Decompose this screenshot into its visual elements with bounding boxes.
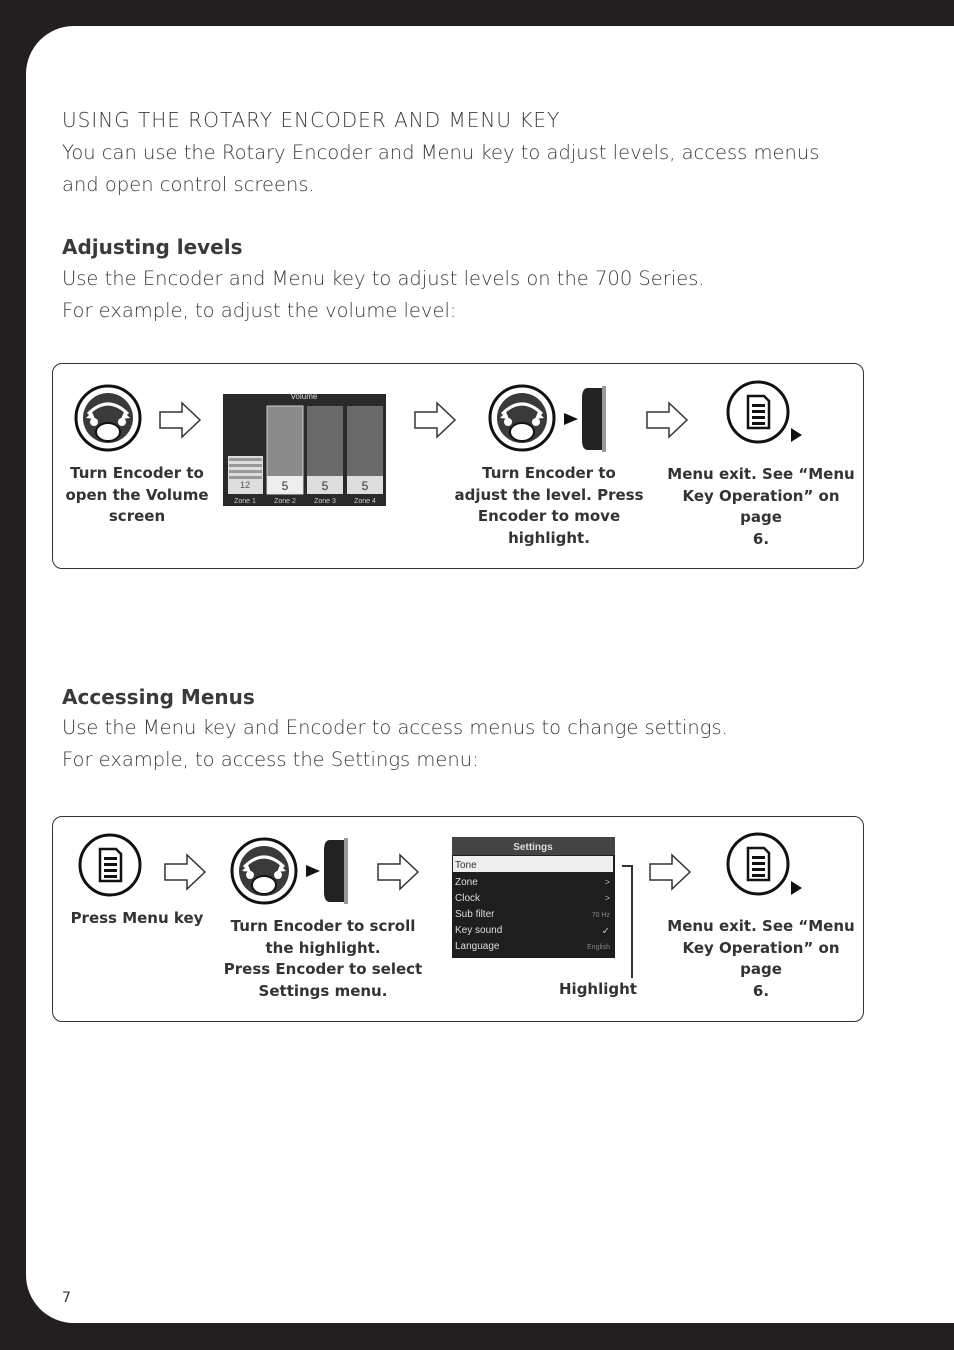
settings-item-key-sound: Key sound: [455, 925, 503, 936]
caption-press-menu-key: Press Menu key: [70, 909, 204, 927]
arrow-right-icon: [163, 853, 207, 891]
settings-value-zone: >: [604, 877, 610, 887]
settings-item-tone: Tone: [455, 860, 477, 871]
rotary-encoder-icon: [230, 837, 298, 905]
page: [26, 26, 954, 1323]
menu-key-icon: [76, 832, 144, 900]
caption-line: Press Encoder to select: [223, 960, 423, 978]
caption-open-volume: [56, 463, 218, 528]
arrow-right-icon: [413, 401, 457, 439]
caption-line: Turn Encoder to scroll: [230, 917, 416, 935]
arrow-right-icon: [158, 401, 202, 439]
accessing-line-1: Use the Menu key and Encoder to access menus to change settings.: [62, 716, 728, 739]
caption-menu-exit: [661, 916, 861, 1002]
section-heading: USING THE ROTARY ENCODER AND MENU KEY: [62, 108, 561, 132]
settings-screen-image: [452, 837, 615, 958]
settings-value-clock: >: [604, 893, 610, 903]
accessing-menus-heading: Accessing Menus: [62, 685, 255, 709]
caption-highlight: Highlight: [559, 980, 637, 998]
caption-line: 6.: [752, 529, 770, 548]
caption-line: Menu exit. See “Menu: [667, 917, 855, 935]
adjusting-levels-heading: Adjusting levels: [62, 235, 243, 259]
caption-line: Encoder to move: [477, 507, 621, 525]
settings-item-sub-filter: Sub filter: [455, 909, 495, 920]
page-number: 7: [62, 1290, 71, 1306]
caption-line: 6.: [752, 981, 770, 1000]
intro-line-1: You can use the Rotary Encoder and Menu key to adjust levels, access menus: [62, 141, 820, 164]
settings-value-language: English: [587, 944, 610, 951]
volume-level-zone-3: 5: [321, 479, 329, 493]
caption-line: open the Volume: [65, 485, 209, 504]
zone-label-4: Zone 4: [354, 498, 376, 505]
volume-screen-title: Volume: [290, 394, 318, 401]
volume-level-zone-4: 5: [361, 479, 369, 493]
settings-value-key-sound: ✓: [601, 926, 610, 937]
encoder-side-knob-icon: [304, 838, 352, 904]
caption-adjust-level: [449, 463, 649, 549]
encoder-side-knob-icon: [562, 386, 610, 452]
menu-key-icon: [724, 832, 804, 898]
settings-item-language: Language: [455, 941, 500, 952]
volume-screen-image: [223, 394, 386, 506]
arrow-right-icon: [376, 853, 420, 891]
arrow-right-icon: [648, 853, 692, 891]
caption-line: Key Operation” on page: [682, 938, 840, 978]
adjusting-line-2: For example, to adjust the volume level:: [62, 299, 457, 322]
volume-level-zone-2: 5: [281, 479, 289, 493]
caption-menu-exit: [661, 464, 861, 550]
caption-line: Settings menu.: [258, 981, 388, 1000]
rotary-encoder-icon: [488, 384, 556, 452]
highlight-bracket: [620, 864, 636, 980]
caption-line: Menu exit. See “Menu: [667, 465, 855, 483]
caption-line: adjust the level. Press: [454, 485, 644, 504]
caption-line: screen: [108, 507, 166, 525]
intro-line-2: and open control screens.: [62, 173, 315, 196]
caption-line: Turn Encoder to: [482, 464, 616, 482]
zone-label-3: Zone 3: [314, 498, 336, 505]
settings-item-clock: Clock: [455, 893, 481, 904]
rotary-encoder-icon: [74, 384, 142, 452]
zone-label-1: Zone 1: [234, 498, 256, 505]
zone-label-2: Zone 2: [274, 498, 296, 505]
caption-scroll-highlight: [218, 916, 428, 1002]
accessing-line-2: For example, to access the Settings menu:: [62, 748, 479, 771]
adjusting-line-1: Use the Encoder and Menu key to adjust levels on the 700 Series.: [62, 267, 705, 290]
caption-line: the highlight.: [265, 938, 381, 957]
arrow-right-icon: [645, 401, 689, 439]
caption-line: Key Operation” on page: [682, 486, 840, 526]
menu-key-icon: [724, 380, 804, 446]
caption-line: highlight.: [508, 528, 590, 547]
caption-line: Turn Encoder to: [70, 464, 204, 482]
settings-screen-title: Settings: [513, 842, 553, 853]
volume-level-zone-1: 12: [239, 480, 251, 490]
settings-item-zone: Zone: [455, 877, 478, 888]
settings-value-sub-filter: 70 Hz: [591, 912, 610, 919]
